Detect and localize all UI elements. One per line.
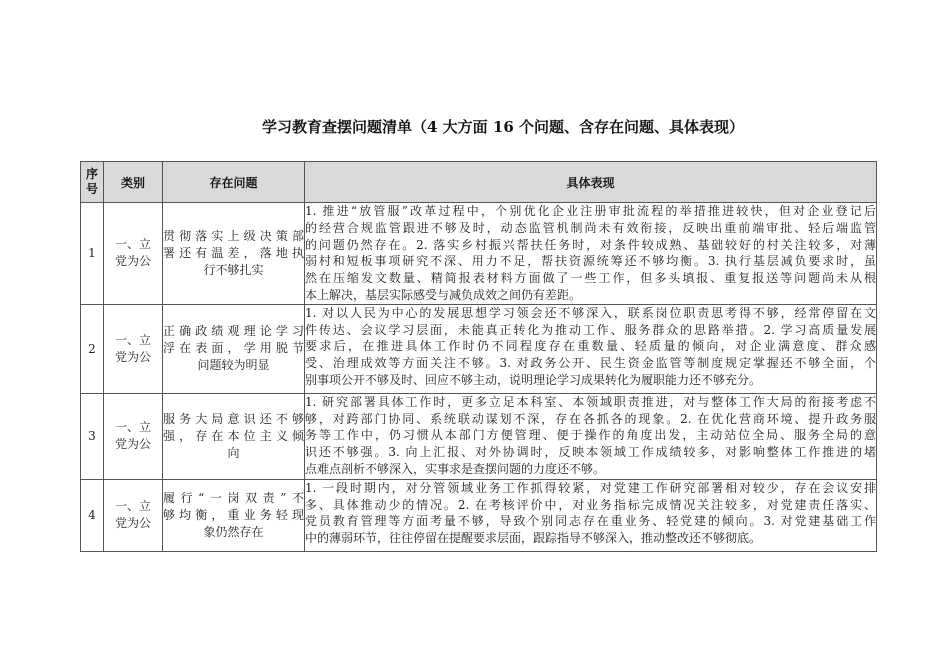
row-issue-line: 服务大局意识还不够 xyxy=(163,411,304,426)
row-detail-line: 的问题仍然存在。2. 落实乡村振兴帮扶任务时，对条件较成熟、基础较好的村关注较多，对薄 xyxy=(305,237,876,252)
row-category-line: 党为公 xyxy=(114,349,151,364)
row-issue xyxy=(163,203,305,305)
table-row xyxy=(81,479,877,551)
row-category-line: 一、立 xyxy=(114,332,151,347)
document-title: 学习教育查摆问题清单（4 大方面 16 个问题、含存在问题、具体表现） xyxy=(262,118,744,136)
header-issue: 存在问题 xyxy=(163,162,305,203)
row-detail-line: 党员教育管理等方面考量不够，导致个别同志存在重业务、轻党建的倾向。3. 对党建基础工作 xyxy=(305,514,876,529)
row-issue-line: 署还有温差，落地执 xyxy=(163,245,304,260)
row-issue xyxy=(163,393,305,479)
row-issue-line: 贯彻落实上级决策部 xyxy=(163,228,304,243)
row-detail-line: 本上解决，基层实际感受与减负成效之间仍有差距。 xyxy=(305,287,582,302)
row-index: 1 xyxy=(81,203,104,305)
row-detail-line: 1. 推进“放管服”改革过程中，个别优化企业注册审批流程的举措推进较快，但对企业登记后 xyxy=(305,204,876,218)
row-issue-line: 向 xyxy=(227,445,240,460)
row-issue-line: 浮在表面，学用脱节 xyxy=(163,341,304,356)
row-detail-line: 要求后，在推进具体工作时仍不同程度存在重数量、轻质量的倾向，对企业满意度、群众感 xyxy=(305,339,876,354)
row-detail-line: 1. 一段时期内，对分管领域业务工作抓得较紧，对党建工作研究部署相对较少，存在会议安排 xyxy=(305,480,876,495)
row-detail-line: 1. 研究部署具体工作时，更多立足本科室、本领域职责推进，对与整体工作大局的衔接考虑不 xyxy=(305,394,876,409)
row-index: 3 xyxy=(81,393,104,479)
header-row xyxy=(81,162,877,203)
row-detail-line: 识还不够强。3. 向上汇报、对外协调时，反映本领域工作成绩较多，对影响整体工作推进的堵 xyxy=(305,445,876,460)
row-detail-line: 的经营合规监管跟进不够及时，动态监管机制尚未有效衔接，反映出重前端审批、轻后端监管 xyxy=(305,220,876,235)
row-category-line: 一、立 xyxy=(114,499,151,514)
row-issue-line: 象仍然存在 xyxy=(203,524,264,539)
header-category: 类别 xyxy=(104,162,163,203)
header-detail: 具体表现 xyxy=(305,162,877,203)
row-detail-line: 务等工作中，仍习惯从本部门方便管理、便于操作的角度出发，主动站位全局、服务全局的意 xyxy=(305,428,876,443)
row-detail xyxy=(305,393,877,479)
row-detail-line: 多、具体推动少的情况。2. 在考核评价中，对业务指标完成情况关注较多，对党建责任落实、 xyxy=(305,497,876,512)
row-detail xyxy=(305,203,877,305)
row-issue-line: 问题较为明显 xyxy=(197,358,270,373)
row-detail xyxy=(305,304,877,393)
table-row xyxy=(81,393,877,479)
row-detail-line: 1. 对以人民为中心的发展思想学习领会还不够深入，联系岗位职责思考得不够，经常停留在文 xyxy=(305,305,876,320)
row-detail-line: 够，对跨部门协同、系统联动谋划不深，存在各抓各的现象。2. 在优化营商环境、提升政务服 xyxy=(305,411,876,426)
row-detail-line: 别事项公开不够及时、回应不够主动，说明理论学习成果转化为履职能力还不够充分。 xyxy=(305,372,762,387)
row-category-line: 一、立 xyxy=(114,237,151,252)
row-index: 4 xyxy=(81,479,104,551)
row-detail-line: 弱村和短板事项研究不深、用力不足，帮扶资源统筹还不够均衡。3. 执行基层减负要求时，虽 xyxy=(305,254,876,269)
row-category-line: 党为公 xyxy=(114,254,151,269)
row-detail-line: 点难点剖析不够深入，实事求是查摆问题的力度还不够。 xyxy=(305,461,606,476)
row-category-line: 一、立 xyxy=(114,420,151,435)
table-row xyxy=(81,304,877,393)
row-detail-line: 中的薄弱环节，往往停留在提醒要求层面，跟踪指导不够深入，推动整改还不够彻底。 xyxy=(305,531,762,546)
table-body xyxy=(81,203,877,552)
row-detail xyxy=(305,479,877,551)
row-detail-line: 件传达、会议学习层面，未能真正转化为推动工作、服务群众的思路举措。2. 学习高质量发展 xyxy=(305,322,876,337)
row-category xyxy=(104,203,163,305)
row-issue-line: 强，存在本位主义倾 xyxy=(163,428,304,443)
row-detail-line: 然在压缩发文数量、精简报表材料方面做了一些工作，但多头填报、重复报送等问题尚未从根 xyxy=(305,271,876,286)
row-category xyxy=(104,304,163,393)
table-row xyxy=(81,203,877,305)
row-issue xyxy=(163,479,305,551)
row-issue xyxy=(163,304,305,393)
table-header xyxy=(81,162,877,203)
row-category xyxy=(104,479,163,551)
header-index-label: 序号 xyxy=(85,167,98,196)
row-detail-line: 受、治理成效等方面关注不够。3. 对政务公开、民生资金监管等制度规定掌握还不够全面，个 xyxy=(305,356,876,371)
row-issue-line: 履行“一岗双责”不 xyxy=(163,490,304,505)
row-category xyxy=(104,393,163,479)
row-index: 2 xyxy=(81,304,104,393)
header-index xyxy=(81,162,104,203)
row-category-line: 党为公 xyxy=(114,516,151,531)
row-category-line: 党为公 xyxy=(114,437,151,452)
issue-list-table xyxy=(80,161,877,552)
row-issue-line: 行不够扎实 xyxy=(203,262,264,277)
row-issue-line: 正确政绩观理论学习 xyxy=(163,324,304,339)
row-issue-line: 够均衡，重业务轻现 xyxy=(163,507,304,522)
